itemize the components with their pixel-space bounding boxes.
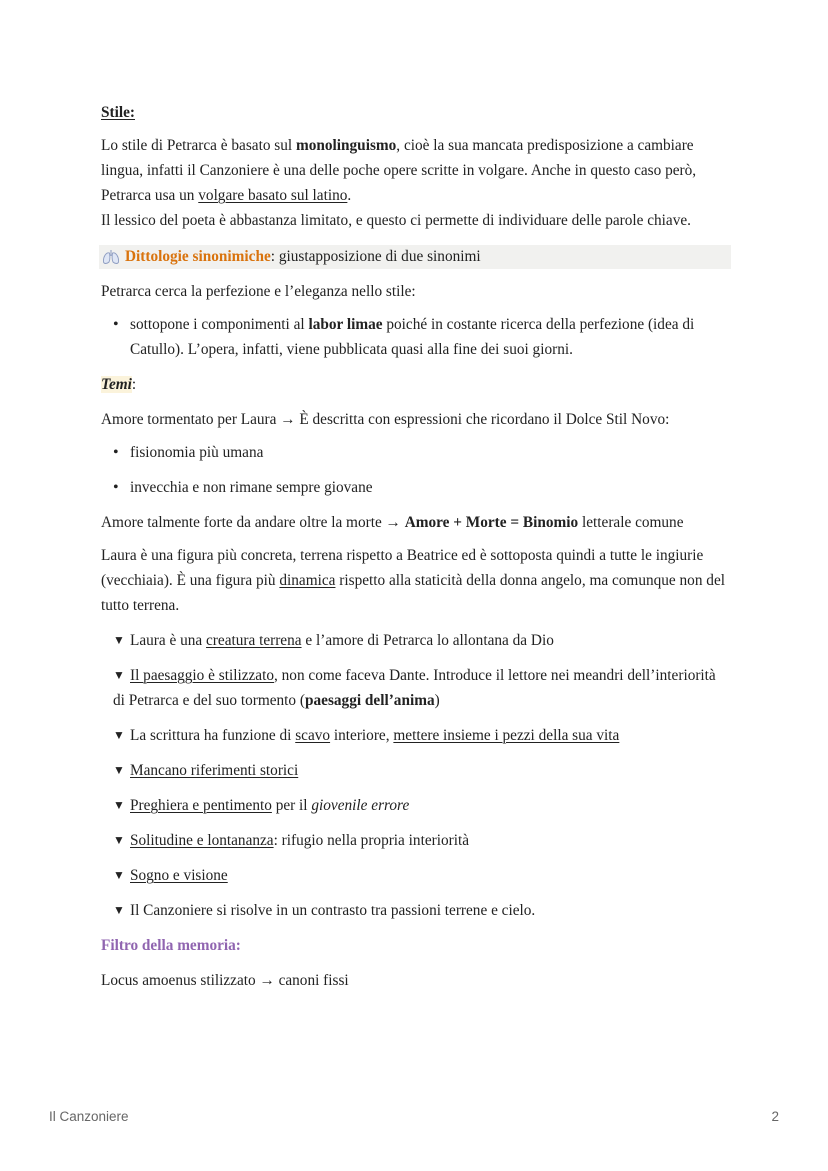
callout-dittologie: Dittologie sinonimiche: giustapposizione di due sinonimi: [99, 245, 731, 269]
stile-bullet-list: [101, 312, 731, 362]
footer-document-title: Il Canzoniere: [49, 1109, 129, 1124]
triangle-down-icon[interactable]: ▼: [113, 833, 125, 847]
memoria-paragraph: Locus amoenus stilizzato → canoni fissi: [101, 972, 349, 989]
temi-paragraph-1: Amore tormentato per Laura → È descritta con espressioni che ricordano il Dolce Stil Novo:: [101, 411, 670, 428]
toggle-item-8[interactable]: ▼ Il Canzoniere si risolve in un contrasto tra passioni terrene e cielo.: [113, 898, 731, 923]
list-item: • sottopone i componimenti al labor limae poiché in costante ricerca della perfezione (idea di Catullo). L’opera, infatti, viene pubblicata quasi alla fine dei suoi giorni.: [130, 312, 731, 362]
triangle-down-icon[interactable]: ▼: [113, 868, 125, 882]
document-body: [101, 100, 731, 993]
toggle-item-4[interactable]: ▼ Mancano riferimenti storici: [113, 758, 731, 783]
triangle-down-icon[interactable]: ▼: [113, 798, 125, 812]
toggle-item-1[interactable]: ▼ Laura è una creatura terrena e l’amore di Petrarca lo allontana da Dio: [113, 628, 731, 653]
triangle-down-icon[interactable]: ▼: [113, 668, 125, 682]
temi-paragraph-3: Laura è una figura più concreta, terrena rispetto a Beatrice ed è sottoposta quindi a tutte le ingiurie (vecchiaia). È una figura più dinamica rispetto alla staticità della donna angelo, ma comunque non del tutto terrena.: [101, 547, 725, 614]
triangle-down-icon[interactable]: ▼: [113, 633, 125, 647]
lungs-icon: [101, 248, 121, 266]
stile-paragraph-3: Petrarca cerca la perfezione e l’eleganza nello stile:: [101, 283, 416, 300]
stile-paragraph-1: Lo stile di Petrarca è basato sul monolinguismo, cioè la sua mancata predisposizione a cambiare lingua, infatti il Canzoniere è una delle poche opere scritte in volgare. Anche in questo caso però, Petrarca usa un volgare basato sul latino.: [101, 137, 697, 204]
list-item: • invecchia e non rimane sempre giovane: [130, 475, 731, 500]
heading-stile: Stile:: [101, 104, 135, 121]
callout-term: Dittologie sinonimiche: [125, 248, 271, 265]
temi-bullet-list: [101, 440, 731, 500]
stile-paragraph-2: Il lessico del poeta è abbastanza limitato, e questo ci permette di individuare delle parole chiave.: [101, 212, 691, 229]
triangle-down-icon[interactable]: ▼: [113, 903, 125, 917]
toggle-item-6[interactable]: ▼ Solitudine e lontananza: rifugio nella propria interiorità: [113, 828, 731, 853]
list-item: • fisionomia più umana: [130, 440, 731, 465]
temi-paragraph-2: Amore talmente forte da andare oltre la morte → Amore + Morte = Binomio letterale comune: [101, 514, 684, 531]
toggle-item-2[interactable]: ▼ Il paesaggio è stilizzato, non come faceva Dante. Introduce il lettore nei meandri dell’interiorità di Petrarca e del suo tormento (paesaggi dell’anima): [113, 663, 731, 713]
toggle-item-7[interactable]: ▼ Sogno e visione: [113, 863, 731, 888]
footer-page-number: 2: [771, 1109, 779, 1124]
toggle-item-3[interactable]: ▼ La scrittura ha funzione di scavo interiore, mettere insieme i pezzi della sua vita: [113, 723, 731, 748]
triangle-down-icon[interactable]: ▼: [113, 728, 125, 742]
triangle-down-icon[interactable]: ▼: [113, 763, 125, 777]
heading-temi: Temi:: [101, 376, 137, 393]
heading-filtro-memoria: Filtro della memoria:: [101, 937, 241, 954]
toggle-item-5[interactable]: ▼ Preghiera e pentimento per il giovenile errore: [113, 793, 731, 818]
